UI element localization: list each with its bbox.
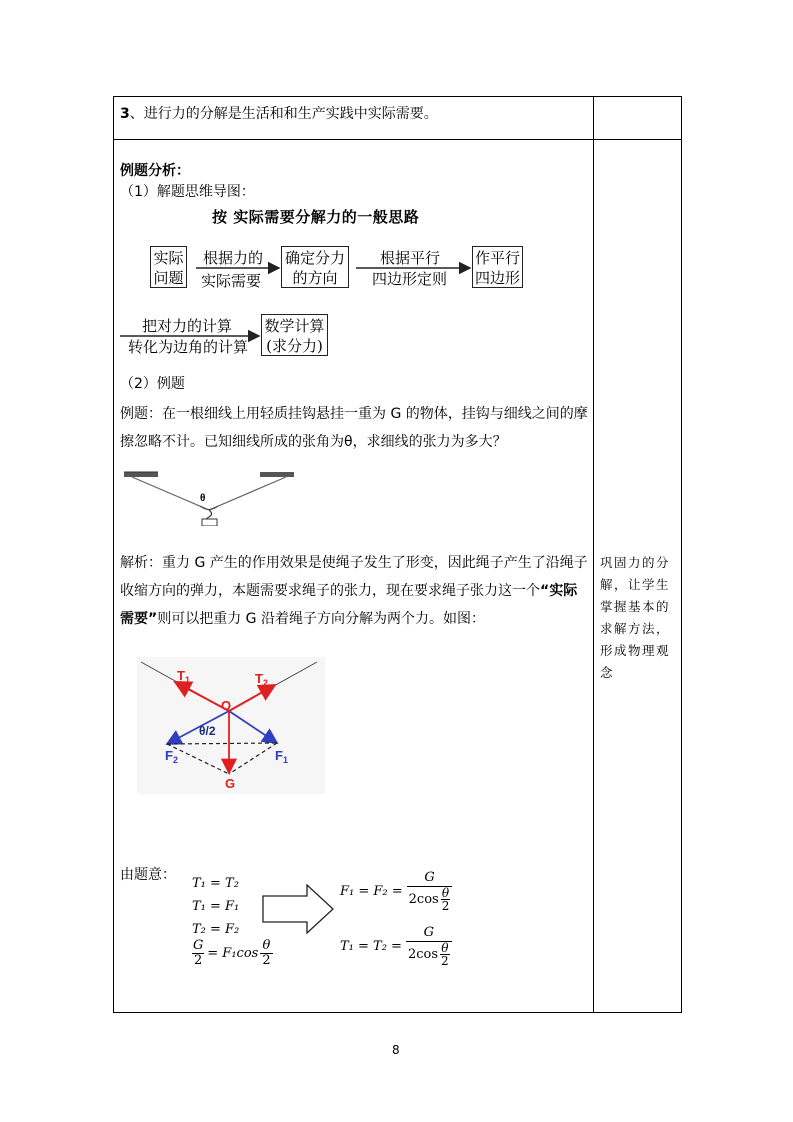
label-half-theta: θ/2: [199, 724, 216, 738]
right-ceiling: [260, 472, 294, 477]
arrow3-label-bottom: 转化为边角的计算: [128, 338, 249, 356]
analysis-line1: 解析：重力 G 产生的作用效果是使绳子发生了形变，因此绳子产生了沿绳子: [120, 555, 588, 571]
result1-lhs: F₁ = F₂ =: [340, 883, 403, 899]
analysis-line2-text: 收缩方向的弹力，本题需要求绳子的张力，现在要求绳子张力这一个: [120, 583, 540, 599]
eq4-rhs: = F₁cos: [207, 946, 259, 961]
question-line1: 例题：在一根细线上用轻质挂钩悬挂一重为 G 的物体，挂钩与细线之间的摩: [120, 406, 588, 422]
arrow2-label-top: 根据平行: [380, 249, 441, 267]
mindmap-arrows: [0, 0, 793, 400]
eq-left-2: T₁ = F₁: [192, 899, 240, 914]
box3-line2: 四边形: [474, 269, 520, 287]
question-line2: 擦忽略不计。已知细线所成的张角为θ，求细线的张力为多大？: [120, 434, 507, 450]
step1-label: （1）解题思维导图：: [120, 184, 255, 200]
left-ceiling: [124, 472, 158, 477]
result2-den: 2cos: [407, 946, 439, 962]
arrow1-label-bottom: 实际需要: [201, 272, 262, 290]
eq4-theta: θ: [262, 938, 271, 953]
left-string: [132, 477, 209, 510]
arrow2-label-bottom: 四边形定则: [372, 270, 448, 288]
eq4-num: G: [192, 938, 204, 953]
hanging-weight-figure: [118, 466, 298, 526]
big-implication-arrow: [262, 884, 334, 934]
eq-left-4: [192, 939, 273, 968]
result1-den: 2cos: [408, 891, 439, 907]
result-eq-2: [340, 925, 452, 967]
result1-theta: θ: [441, 886, 450, 900]
box1-line1: 实际: [153, 249, 184, 267]
label-g: G: [225, 776, 236, 791]
weight-block: [202, 519, 217, 526]
box4-line2: (求分力): [266, 337, 323, 355]
box2-line1: 确定分力: [284, 249, 345, 267]
eq4-den: 2: [194, 953, 203, 968]
analysis-paragraph: [120, 549, 588, 633]
analysis-line2-quote: “实际: [540, 583, 578, 599]
angle-arc: [200, 506, 218, 510]
result1-two: 2: [441, 899, 450, 913]
label-t2: $T_2$: [255, 671, 268, 688]
section-heading: 例题分析：: [120, 163, 190, 179]
arrow1-label-top: 根据力的: [203, 249, 264, 267]
label-o: O: [221, 698, 232, 713]
analysis-line2: [120, 577, 588, 605]
analysis-line3-quote: 需要”: [120, 611, 158, 627]
equations-intro: 由题意：: [120, 867, 176, 883]
row1-number: 3: [120, 106, 130, 122]
analysis-line3: [120, 605, 588, 633]
result-eq-1: [340, 870, 452, 912]
equations-left-block: [192, 872, 239, 941]
analysis-line3-text: 则可以把重力 G 沿着绳子方向分解为两个力。如图：: [157, 611, 485, 627]
box2-line2: 的方向: [292, 269, 338, 287]
label-t1: $T_1$: [177, 668, 190, 685]
table-bottom-border: [113, 1012, 682, 1013]
force-diagram: [137, 657, 325, 794]
result2-two: 2: [441, 954, 449, 968]
row1-text: 进行力的分解是生活和和生产实践中实际需要。: [143, 106, 438, 122]
arrow3-label-top: 把对力的计算: [142, 317, 233, 335]
eq-left-1: T₁ = T₂: [192, 876, 239, 891]
page-number: 8: [392, 1043, 400, 1057]
eq4-theta-den: 2: [262, 953, 271, 968]
label-f2: $F_2$: [165, 748, 178, 765]
teaching-notes: 巩固力的分解，让学生掌握基本的求解方法，形成物理观念: [600, 555, 671, 680]
result1-num: G: [424, 870, 435, 885]
theta-label: θ: [200, 493, 206, 504]
box4-line1: 数学计算: [264, 317, 325, 335]
result2-num: G: [423, 925, 434, 940]
row1-sep: 、: [129, 106, 144, 122]
result2-theta: θ: [441, 941, 449, 955]
label-f1: $F_1$: [275, 748, 288, 765]
step2-label: （2）例题: [120, 376, 185, 392]
box3-line1: 作平行: [474, 249, 520, 267]
example-question: [120, 400, 588, 456]
box1-line2: 问题: [153, 269, 184, 287]
right-string: [209, 477, 286, 510]
mindmap-title: 按 实际需要分解力的一般思路: [212, 208, 420, 226]
result2-lhs: T₁ = T₂ =: [340, 938, 402, 954]
eq-left-3: T₂ = F₂: [192, 922, 240, 937]
